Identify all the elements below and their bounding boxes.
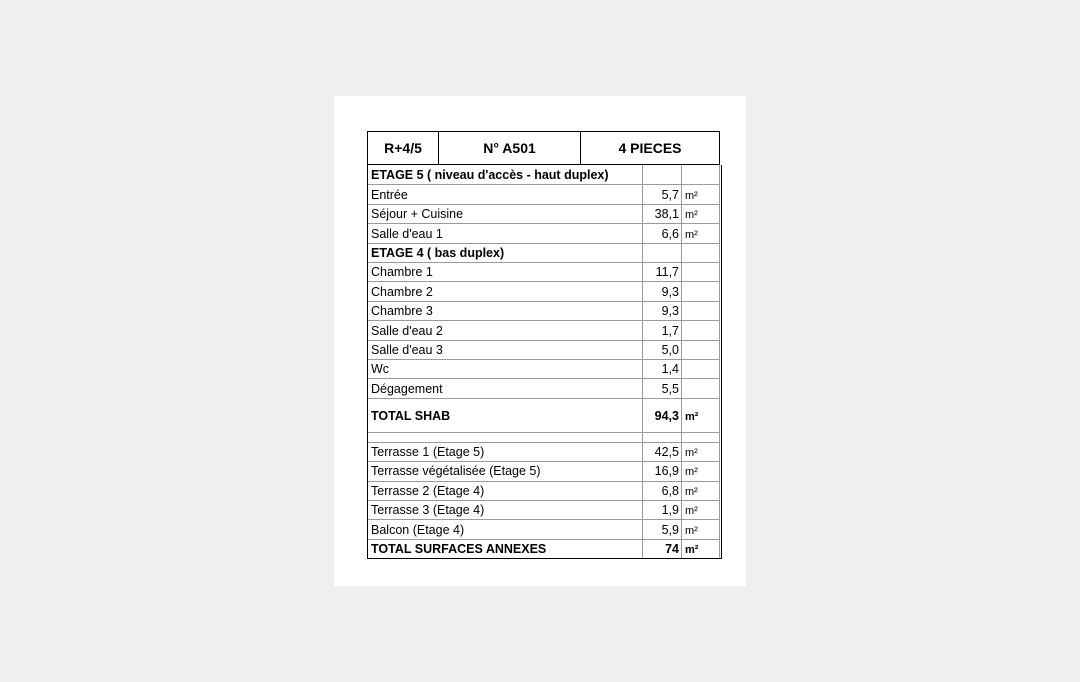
surface-value: 5,0	[661, 342, 679, 357]
surface-sheet	[334, 96, 746, 586]
surface-unit: m²	[685, 505, 698, 518]
surface-unit: m²	[685, 447, 698, 460]
table-row	[367, 480, 722, 499]
rooms-cell: 4 PIECES	[618, 140, 682, 156]
column-divider	[681, 165, 682, 558]
table-row	[367, 442, 722, 461]
surface-unit: m²	[685, 410, 699, 423]
surface-value: 42,5	[654, 445, 679, 460]
room-label: ETAGE 5 ( niveau d'accès - haut duplex)	[371, 168, 609, 183]
room-label: ETAGE 4 ( bas duplex)	[371, 245, 505, 260]
surface-value: 1,9	[661, 503, 679, 518]
surface-unit: m²	[685, 209, 698, 222]
surface-value: 9,3	[661, 304, 679, 319]
surface-value: 9,3	[661, 284, 679, 299]
surface-value: 5,5	[661, 381, 679, 396]
surface-value: 11,7	[655, 265, 679, 280]
room-label: Salle d'eau 3	[371, 342, 443, 357]
surface-value: 5,9	[661, 522, 679, 537]
table-border-right	[721, 165, 722, 559]
table-row	[367, 223, 722, 242]
table-row	[367, 378, 722, 397]
table-row	[367, 262, 722, 281]
table-row	[367, 165, 722, 184]
room-label: Dégagement	[371, 381, 443, 396]
table-row	[367, 359, 722, 378]
surface-unit: m²	[685, 544, 699, 557]
room-label: Wc	[371, 362, 390, 377]
surface-value: 38,1	[654, 207, 679, 222]
table-border-bottom	[367, 558, 722, 559]
room-label: Balcon (Etage 4)	[371, 522, 465, 537]
room-label: Salle d'eau 1	[371, 226, 443, 241]
surface-unit: m²	[685, 485, 698, 498]
lot-number-cell: N° A501	[439, 132, 581, 164]
surface-table	[367, 165, 722, 558]
surface-unit: m²	[685, 189, 698, 202]
surface-value: 5,7	[661, 187, 679, 202]
table-row	[367, 432, 722, 442]
room-label: Terrasse végétalisée (Etage 5)	[371, 464, 541, 479]
room-label: Chambre 2	[371, 284, 433, 299]
surface-unit: m²	[685, 524, 698, 537]
surface-value: 16,9	[654, 464, 679, 479]
table-row	[367, 204, 722, 223]
room-label: Chambre 3	[371, 304, 433, 319]
table-row	[367, 243, 722, 262]
column-divider	[642, 165, 643, 558]
room-label: Terrasse 2 (Etage 4)	[371, 483, 485, 498]
room-label: Terrasse 1 (Etage 5)	[371, 445, 485, 460]
room-label: TOTAL SHAB	[371, 408, 451, 423]
table-row	[367, 184, 722, 203]
surface-unit: m²	[685, 228, 698, 241]
column-divider	[719, 165, 720, 558]
table-row	[367, 340, 722, 359]
table-row	[367, 539, 722, 558]
table-row	[367, 519, 722, 538]
room-label: Chambre 1	[371, 265, 433, 280]
table-row	[367, 281, 722, 300]
surface-value: 74	[665, 542, 679, 557]
table-row	[367, 301, 722, 320]
room-label: Salle d'eau 2	[371, 323, 443, 338]
table-border-left	[367, 165, 368, 559]
surface-value: 6,8	[661, 483, 679, 498]
room-label: Entrée	[371, 187, 408, 202]
table-row	[367, 461, 722, 480]
room-label: Terrasse 3 (Etage 4)	[371, 503, 485, 518]
level-cell: R+4/5	[368, 132, 439, 164]
surface-unit: m²	[685, 466, 698, 479]
surface-value: 1,4	[661, 362, 679, 377]
table-row	[367, 320, 722, 339]
header-row	[367, 131, 720, 165]
table-row	[367, 398, 722, 432]
surface-value: 1,7	[661, 323, 679, 338]
surface-value: 6,6	[661, 226, 679, 241]
table-row	[367, 500, 722, 519]
room-label: Séjour + Cuisine	[371, 207, 464, 222]
room-label: TOTAL SURFACES ANNEXES	[371, 542, 547, 557]
surface-value: 94,3	[654, 408, 679, 423]
